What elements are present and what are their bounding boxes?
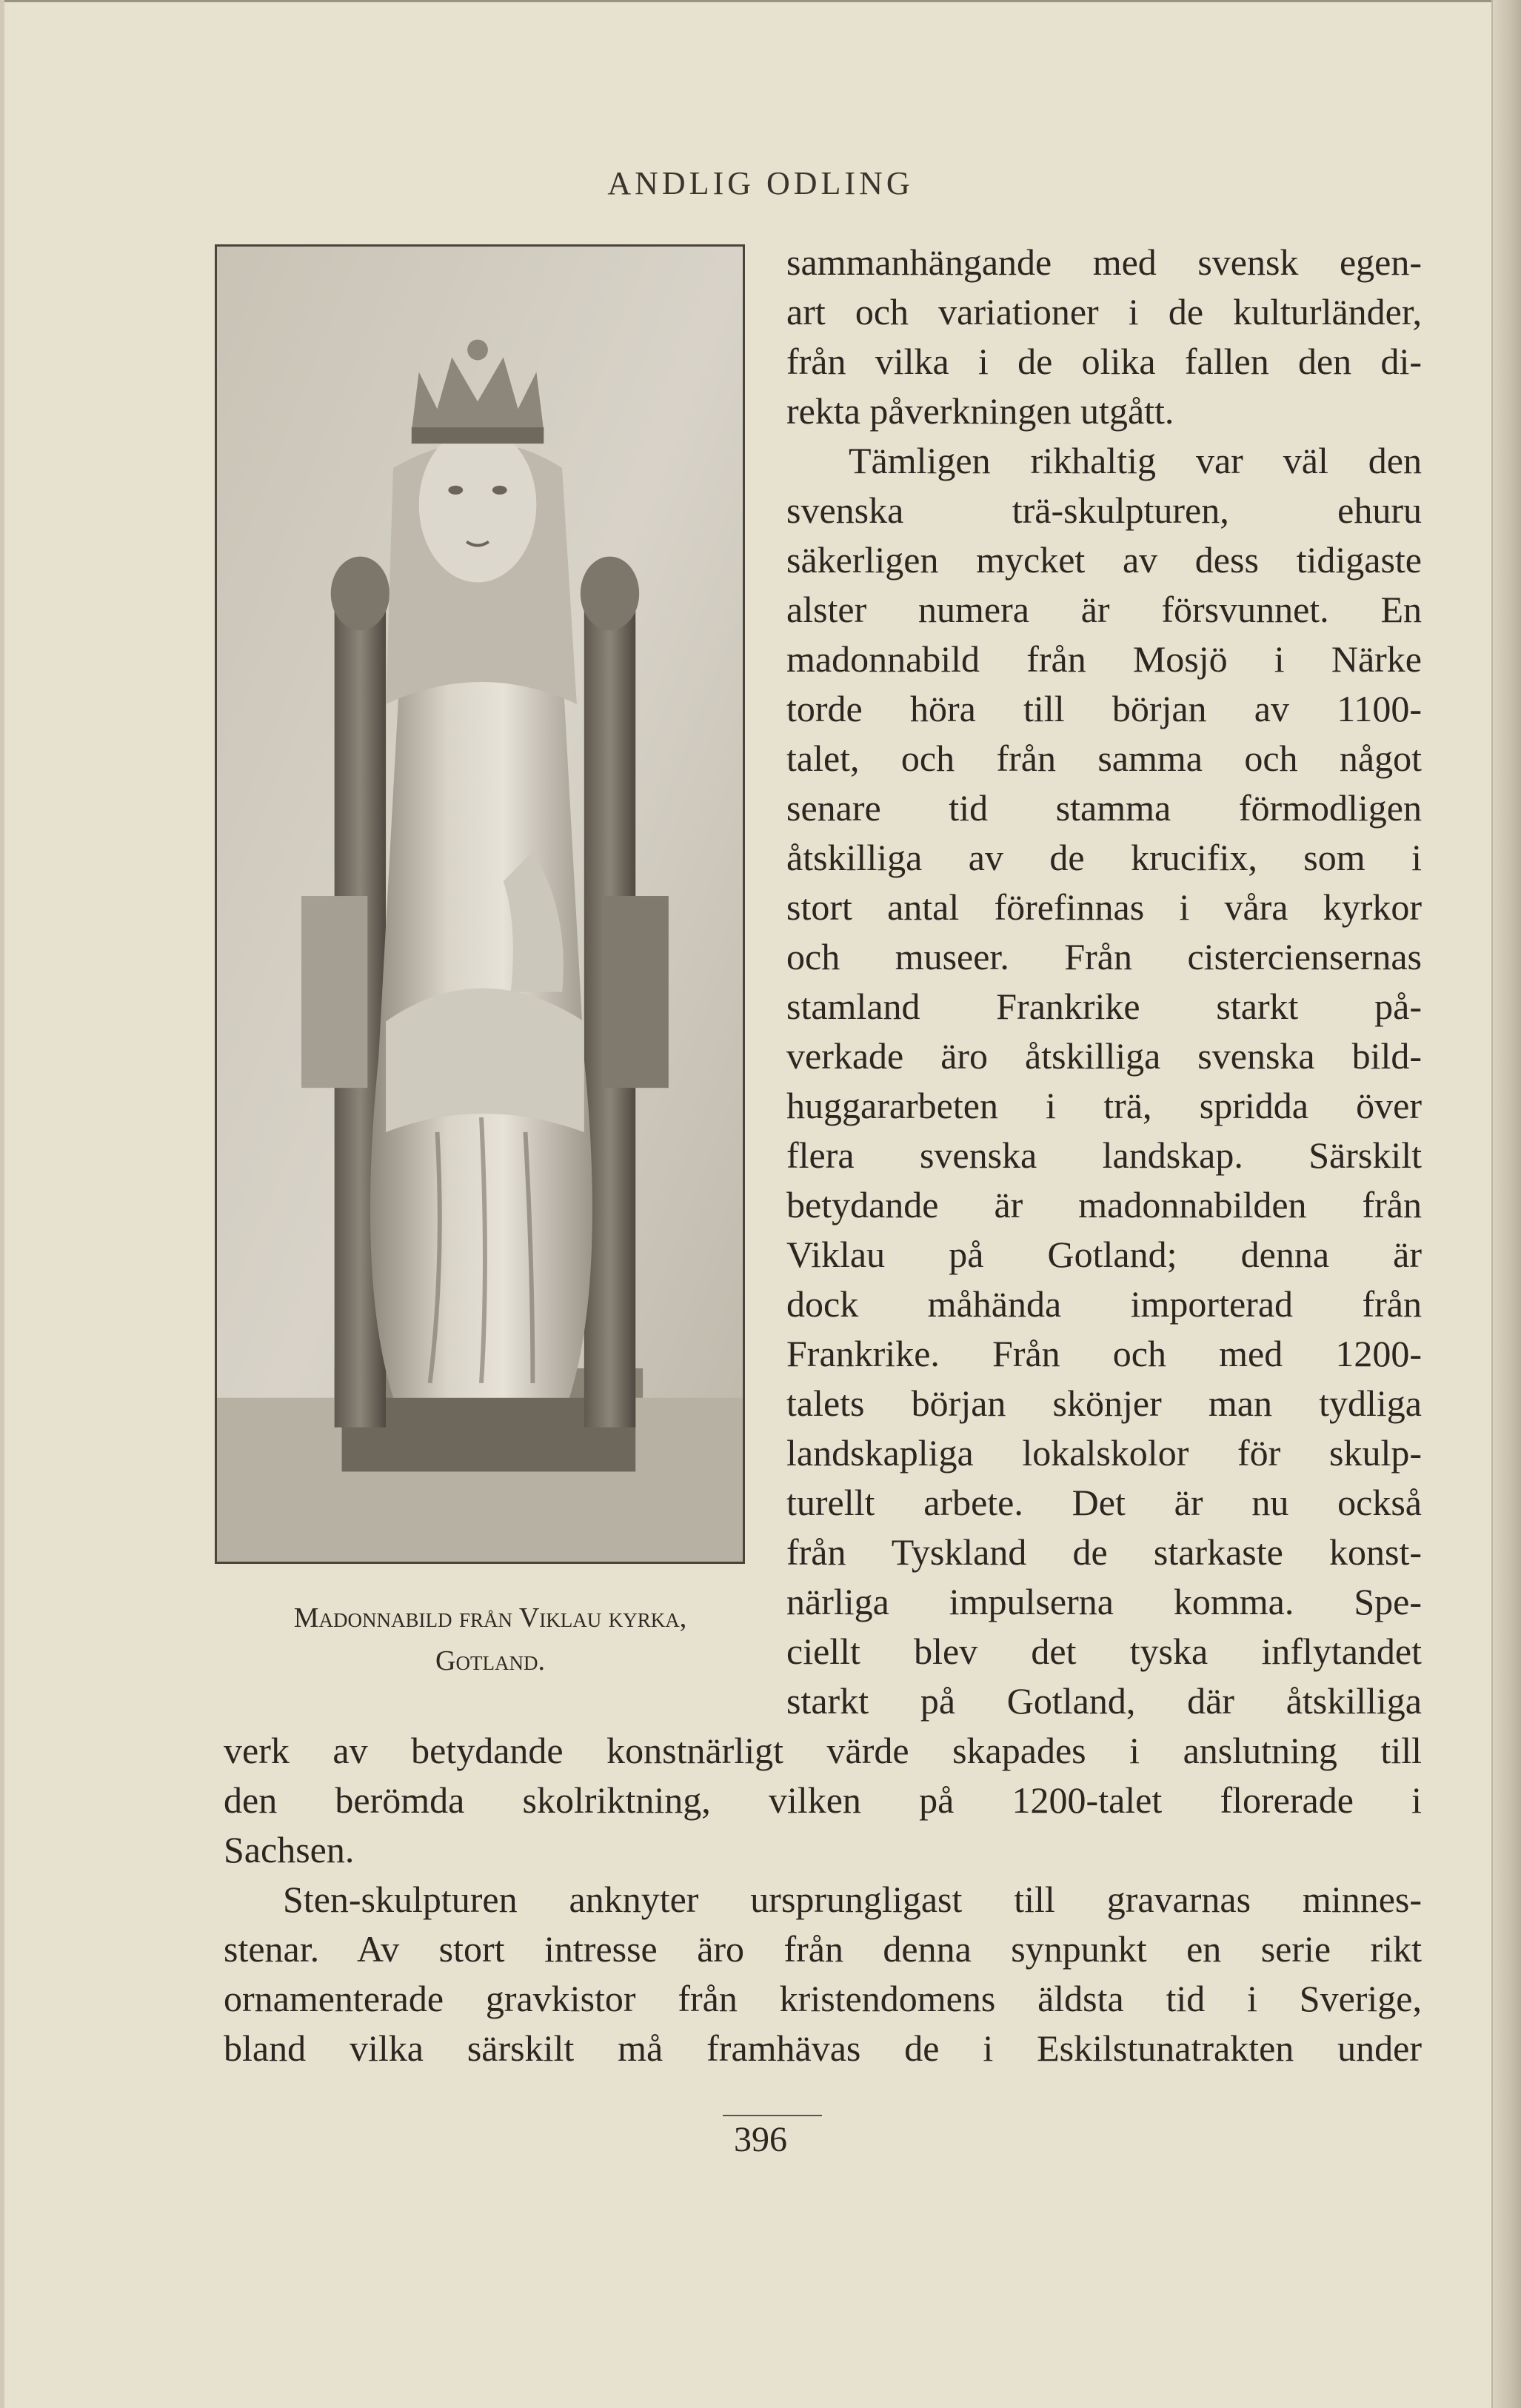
text-line: rekta påverkningen utgått. — [786, 390, 1174, 432]
page-gutter-edge — [1491, 0, 1521, 2408]
text-line: och museer. Från cisterciensernas — [786, 936, 1422, 977]
text-line: Sachsen. — [224, 1829, 355, 1870]
text-line: betydande är madonnabilden från — [786, 1184, 1422, 1225]
madonna-statue-image — [217, 247, 743, 1562]
text-line: ciellt blev det tyska inflytandet — [786, 1631, 1422, 1672]
madonna-photograph — [215, 244, 745, 1564]
text-line: bland vilka särskilt må framhävas de i Eskilstunatrakten under — [224, 2027, 1422, 2069]
text-line: stamland Frankrike starkt på- — [786, 986, 1422, 1027]
figure-caption — [209, 1596, 772, 1682]
text-line: ornamenterade gravkistor från kristendomens äldsta tid i Sverige, — [224, 1978, 1422, 2019]
text-line: närliga impulserna komma. Spe- — [786, 1581, 1422, 1622]
text-line: svenska trä-skulpturen, ehuru — [786, 489, 1422, 531]
text-line: Sten-skulpturen anknyter ursprungligast till gravarnas minnes- — [283, 1879, 1422, 1920]
text-line: madonnabild från Mosjö i Närke — [786, 638, 1422, 680]
text-line: turellt arbete. Det är nu också — [786, 1482, 1422, 1523]
text-line: sammanhängande med svensk egen- — [786, 241, 1422, 283]
text-line: verkade äro åtskilliga svenska bild- — [786, 1035, 1422, 1077]
text-line: från vilka i de olika fallen den di- — [786, 341, 1422, 382]
text-line: art och variationer i de kulturländer, — [786, 291, 1422, 332]
text-line: alster numera är försvunnet. En — [786, 589, 1422, 630]
text-line: Viklau på Gotland; denna är — [786, 1234, 1422, 1275]
text-line: stort antal förefinnas i våra kyrkor — [786, 886, 1422, 928]
text-line: flera svenska landskap. Särskilt — [786, 1134, 1422, 1176]
running-head: ANDLIG ODLING — [607, 165, 914, 201]
page-left-edge — [0, 0, 4, 2408]
text-line: stenar. Av stort intresse äro från denna synpunkt en serie rikt — [224, 1928, 1422, 1970]
text-line: landskapliga lokalskolor för skulp- — [786, 1432, 1422, 1474]
text-line: senare tid stamma förmodligen — [786, 787, 1422, 829]
text-line: verk av betydande konstnärligt värde skapades i anslutning till — [224, 1730, 1422, 1771]
page-top-edge — [0, 0, 1493, 2]
text-line: torde höra till början av 1100- — [786, 688, 1422, 729]
text-line: talet, och från samma och något — [786, 738, 1422, 779]
text-line: säkerligen mycket av dess tidigaste — [786, 539, 1422, 581]
text-line: huggararbeten i trä, spridda över — [786, 1085, 1422, 1126]
page-number: 396 — [734, 2120, 787, 2159]
text-line: Frankrike. Från och med 1200- — [786, 1333, 1422, 1374]
text-line: starkt på Gotland, där åtskilliga — [786, 1680, 1422, 1722]
caption-line-2: Gotland. — [435, 1645, 545, 1676]
text-line: från Tyskland de starkaste konst- — [786, 1531, 1422, 1573]
text-line: dock måhända importerad från — [786, 1283, 1422, 1325]
folio-rule — [723, 2115, 822, 2116]
caption-line-1: Madonnabild från Viklau kyrka, — [293, 1602, 687, 1633]
text-line: den berömda skolriktning, vilken på 1200-talet florerade i — [224, 1779, 1422, 1821]
text-line: talets början skönjer man tydliga — [786, 1382, 1422, 1424]
text-line: åtskilliga av de krucifix, som i — [786, 837, 1422, 878]
text-line: Tämligen rikhaltig var väl den — [849, 440, 1422, 481]
